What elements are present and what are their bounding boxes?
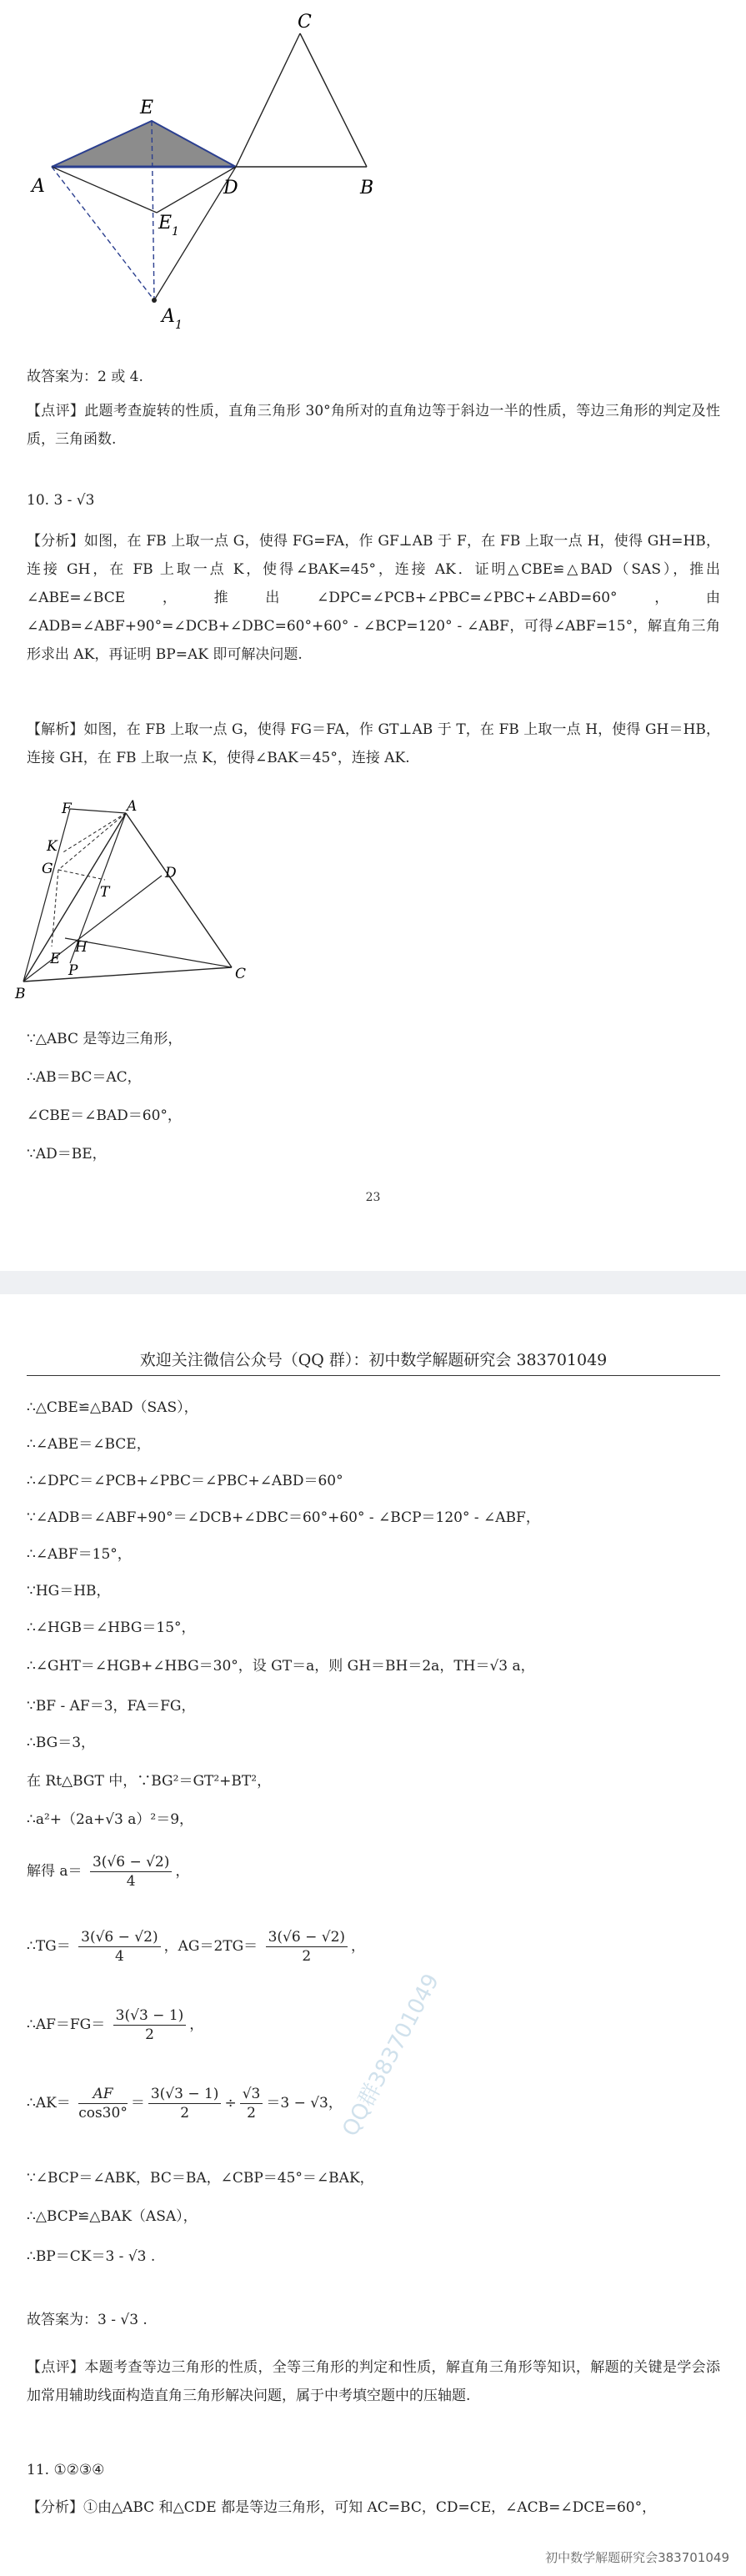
label2-g: G [42, 861, 53, 877]
af-prefix: ∴AF＝FG＝ [27, 2016, 106, 2033]
ag-den: 2 [302, 1948, 312, 1965]
p2-line-13: ∵∠BCP＝∠ABK，BC＝BA，∠CBP＝45°＝∠BAK， [27, 2170, 374, 2187]
label2-t: T [100, 884, 110, 901]
label2-h: H [75, 939, 88, 956]
ak-f3-num: √3 [240, 2085, 263, 2104]
shaded-triangle-aed [52, 121, 236, 167]
analysis-11: 【分析】①由△ABC 和△CDE 都是等边三角形，可知 AC=BC，CD=CE，∠ACB=∠DCE=60°， [27, 2499, 657, 2516]
tg-fraction [78, 1928, 160, 1966]
answer-line: 故答案为：2 或 4. [27, 369, 143, 385]
ak-tail: ＝3 − √3， [266, 2095, 343, 2112]
analysis-10: 【分析】如图，在 FB 上取一点 G，使得 FG=FA，作 GF⊥AB 于 F，在 FB 上取一点 H，使得 GH=HB，连接 GH，在 FB 上取一点 K，使得∠BAK=45°，连接 AK．证明△CBE≌△BAD（SAS），推出∠ABE=∠BCE，推出∠DPC=∠PCB+∠PBC=∠PBC+∠ABD=60°，由∠ADB=∠ABF+90°=∠DCB+∠DBC=60°+60° - ∠BCP=120° - ∠ABF，可得∠ABF=15°，解直角三角形求出 AK，再证明 BP=AK 即可解决问题. [27, 533, 720, 663]
solve-den: 4 [126, 1873, 136, 1890]
comment-1: 【点评】此题考查旋转的性质，直角三角形 30°角所对的直角边等于斜边一半的性质，等边三角形的判定及性质，三角函数. [27, 403, 720, 448]
solution-10: 【解析】如图，在 FB 上取一点 G，使得 FG＝FA，作 GT⊥AB 于 T，在 FB 上取一点 H，使得 GH＝HB，连接 GH，在 FB 上取一点 K，使得∠BAK＝45°，连接 AK. [27, 721, 720, 766]
ak-f2-num: 3(√3 − 1) [148, 2085, 222, 2104]
p2-line-4: ∵∠ADB＝∠ABF+90°＝∠DCB+∠DBC＝60°+60° - ∠BCP＝120° - ∠ABF， [27, 1509, 540, 1526]
af-num: 3(√3 − 1) [113, 2006, 187, 2026]
ak-div: ÷ [224, 2095, 237, 2112]
ak-fraction-1 [78, 2085, 128, 2122]
ag-fraction [266, 1928, 348, 1966]
label-e1: E [158, 213, 173, 233]
proof-line-1: ∵△ABC 是等边三角形， [27, 1031, 183, 1047]
label-d: D [223, 178, 238, 198]
wechat-badge: 初中数学解题研究会383701049 [540, 2547, 734, 2568]
solve-fraction [90, 1853, 172, 1891]
label2-b: B [15, 986, 26, 1001]
label-a1-sub: 1 [175, 319, 183, 332]
proof-line-4: ∵AD＝BE， [27, 1146, 107, 1162]
figure-rotation [25, 0, 392, 334]
ak-eq: ＝ [130, 2095, 145, 2112]
label-e: E [140, 98, 154, 118]
label2-a: A [127, 798, 138, 815]
solve-a-line: 解得 a＝ $\frac{3(√6 - √2)}{4}$ ， [27, 1854, 190, 1890]
label2-f: F [62, 801, 72, 817]
p2-line-7: ∴∠HGB＝∠HBG＝15°， [27, 1619, 196, 1636]
p2-line-2: ∴∠ABE＝∠BCE， [27, 1436, 151, 1453]
label-b: B [360, 178, 374, 198]
p2-line-9: ∵BF - AF＝3，FA＝FG， [27, 1698, 196, 1715]
label-a1: A [162, 306, 175, 327]
proof-line-3: ∠CBE＝∠BAD＝60°， [27, 1107, 182, 1124]
tg-prefix: ∴TG＝ [27, 1938, 71, 1955]
question-10: 10. 3 - √3 [27, 492, 95, 509]
ak-f3-den: 2 [247, 2105, 256, 2122]
p2-line-12: ∴a²+（2a+√3 a）²＝9， [27, 1811, 194, 1828]
ak-fraction-3 [240, 2085, 263, 2122]
figure-triangle-abc [13, 796, 263, 1001]
p2-line-11: 在 Rt△BGT 中，∵BG²＝GT²+BT²， [27, 1773, 272, 1790]
ak-prefix: ∴AK＝ [27, 2095, 71, 2112]
tg-num: 3(√6 − √2) [78, 1928, 160, 1947]
tg-den: 4 [114, 1948, 124, 1965]
proof-line-2: ∴AB＝BC＝AC， [27, 1069, 142, 1086]
p2-line-3: ∴∠DPC＝∠PCB+∠PBC＝∠PBC+∠ABD＝60° [27, 1473, 343, 1489]
p2-line-15: ∴BP＝CK＝3 - √3 . [27, 2248, 156, 2265]
p2-line-10: ∴BG＝3， [27, 1735, 96, 1751]
ag-num: 3(√6 − √2) [266, 1928, 348, 1947]
label2-e: E [50, 951, 61, 967]
ak-line [27, 2085, 343, 2122]
af-den: 2 [145, 2026, 154, 2043]
label-c: C [298, 12, 312, 33]
af-fraction [113, 2006, 187, 2044]
p2-line-1: ∴△CBE≌△BAD（SAS）， [27, 1399, 198, 1416]
comment-2: 【点评】本题考查等边三角形的性质，全等三角形的判定和性质，解直角三角形等知识，解题的关键是学会添加常用辅助线面构造直角三角形解决问题，属于中考填空题中的压轴题. [27, 2359, 720, 2404]
p2-line-16: 故答案为：3 - √3 . [27, 2312, 148, 2328]
p2-line-5: ∴∠ABF＝15°， [27, 1546, 132, 1563]
page-divider [0, 1271, 746, 1294]
page-header: 欢迎关注微信公众号（QQ 群）：初中数学解题研究会 383701049 [27, 1348, 720, 1376]
solve-num: 3(√6 − √2) [90, 1853, 172, 1872]
label-e1-sub: 1 [172, 225, 179, 239]
ak-fraction-2 [148, 2085, 222, 2122]
p2-line-8: ∴∠GHT＝∠HGB+∠HBG＝30°，设 GT＝a，则 GH＝BH＝2a，TH＝√3 a， [27, 1658, 535, 1675]
p2-line-6: ∵HG＝HB， [27, 1583, 111, 1599]
p2-line-14: ∴△BCP≌△BAK（ASA）， [27, 2208, 198, 2225]
ak-f1-num: AF [78, 2085, 128, 2104]
page-number: 23 [365, 1191, 381, 1204]
label-a: A [32, 176, 45, 197]
ak-f2-den: 2 [180, 2105, 190, 2122]
ak-f1-den: cos30° [78, 2105, 128, 2122]
label2-c: C [235, 966, 247, 982]
label2-d: D [165, 865, 177, 881]
label2-k: K [47, 838, 58, 855]
tg-ag-line: ∴TG＝ $\frac{3(√6 - √2)}{4}$ ，AG＝2TG＝ $\frac{3(√6 - √2)}{2}$ ， [27, 1929, 366, 1965]
solve-prefix: 解得 a＝ [27, 1863, 83, 1880]
question-11: 11. ①②③④ [27, 2462, 105, 2478]
label2-p: P [68, 962, 78, 979]
watermark: QQ群383701049 [338, 1970, 445, 2141]
af-line: ∴AF＝FG＝ $\frac{3(√3 - 1)}{2}$ ， [27, 2007, 204, 2043]
ag-prefix: ，AG＝2TG＝ [163, 1938, 258, 1955]
